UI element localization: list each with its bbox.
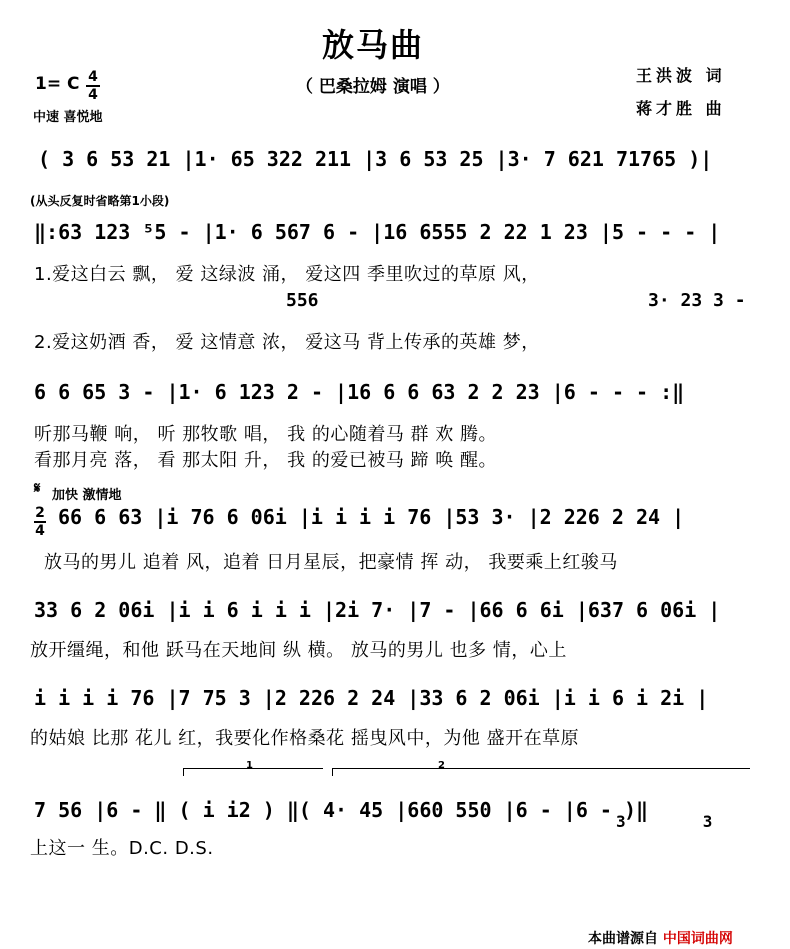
- time-signature-bottom: 4: [88, 87, 98, 103]
- verse-notes-row-1: ‖:63 123 ⁵5 - |1· 6 567 6 - |16 6555 2 22 1 23 |5 - - - |: [34, 220, 721, 244]
- lyric-chorus-line3: 的姑娘 比那 花儿 红，我要化作格桑花 摇曳风中，为他 盛开在草原: [30, 728, 580, 749]
- volta-1-label: 1: [246, 760, 253, 771]
- time-signature-top: 4: [88, 69, 98, 85]
- chorus-notes-row-2: 33 6 2 06i |i i 6 i i i |2i 7· |7 - |66 6 6i |637 6 06i |: [34, 598, 721, 622]
- verse-notes-row-2: 6 6 65 3 - |1· 6 123 2 - |16 6 6 63 2 2 23 |6 - - - :‖: [34, 380, 685, 404]
- chorus-notes-row-1: 66 6 63 |i 76 6 06i |i i i i 76 |53 3· |2 226 2 24 |: [58, 505, 685, 529]
- lyric-verse2-line2: 看那月亮 落， 看 那太阳 升， 我 的爱已被马 蹄 唤 醒。: [34, 450, 497, 471]
- intro-notes: ( 3 6 53 21 |1· 65 322 211 |3 6 53 25 |3· 7 621 71765 )|: [38, 147, 713, 171]
- time-signature-2-4: [34, 506, 46, 538]
- time2-top: 2: [35, 505, 45, 521]
- time2-bottom: 4: [35, 523, 45, 539]
- volta-1-tick: [183, 768, 184, 776]
- lyric-chorus-line2: 放开缰绳，和他 跃马在天地间 纵 横。 放马的男儿 也多 情，心上: [30, 640, 567, 661]
- song-title: 放马曲: [322, 26, 425, 64]
- volta-2-label: 2: [438, 760, 445, 771]
- key-signature: 1= C: [35, 74, 80, 94]
- song-subtitle: （ 巴桑拉姆 演唱 ）: [296, 77, 450, 97]
- time-signature: [86, 70, 100, 102]
- lyric-verse1-line2: 听那马鞭 响， 听 那牧歌 唱， 我 的心随着马 群 欢 腾。: [34, 424, 497, 445]
- lyric-chorus-line1: 放马的男儿 追着 风，追着 日月星辰，把豪情 挥 动， 我要乘上红骏马: [44, 552, 618, 573]
- source-credit: [588, 928, 733, 948]
- segno-icon: 𝄋: [34, 479, 41, 497]
- composer-credit: 蒋才胜 曲: [636, 99, 726, 118]
- volta-bracket-2: [332, 768, 750, 769]
- lyric-verse2-line1: 2.爱这奶酒 香， 爱 这情意 浓， 爱这马 背上传承的英雄 梦，: [34, 332, 540, 353]
- tempo-marking: 中速 喜悦地: [33, 110, 103, 125]
- source-site-link[interactable]: 中国词曲网: [662, 931, 733, 947]
- alt-notes-323: 3· 23 3 -: [648, 290, 746, 311]
- ending-chord-lower: 3 3: [616, 812, 713, 831]
- alt-notes-556: 556: [286, 290, 319, 311]
- volta-bracket-1: [183, 768, 323, 769]
- lyric-ending: 上这一 生。D.C. D.S.: [30, 838, 214, 859]
- repeat-note: (从头反复时省略第1小段): [30, 194, 170, 208]
- lyric-verse1-line1: 1.爱这白云 飘， 爱 这绿波 涌， 爱这四 季里吹过的草原 风，: [34, 264, 540, 285]
- volta-2-tick: [332, 768, 333, 776]
- source-prefix: 本曲谱源自: [588, 931, 658, 947]
- lyricist-credit: 王洪波 词: [636, 66, 726, 85]
- chorus-notes-row-3: i i i i 76 |7 75 3 |2 226 2 24 |33 6 2 06i |i i 6 i 2i |: [34, 686, 709, 710]
- ending-notes: 7 56 |6 - ‖ ( i i2 ) ‖( 4· 45 |660 550 |6 - |6 - )‖: [34, 798, 649, 822]
- tempo-change: 加快 激情地: [52, 488, 122, 503]
